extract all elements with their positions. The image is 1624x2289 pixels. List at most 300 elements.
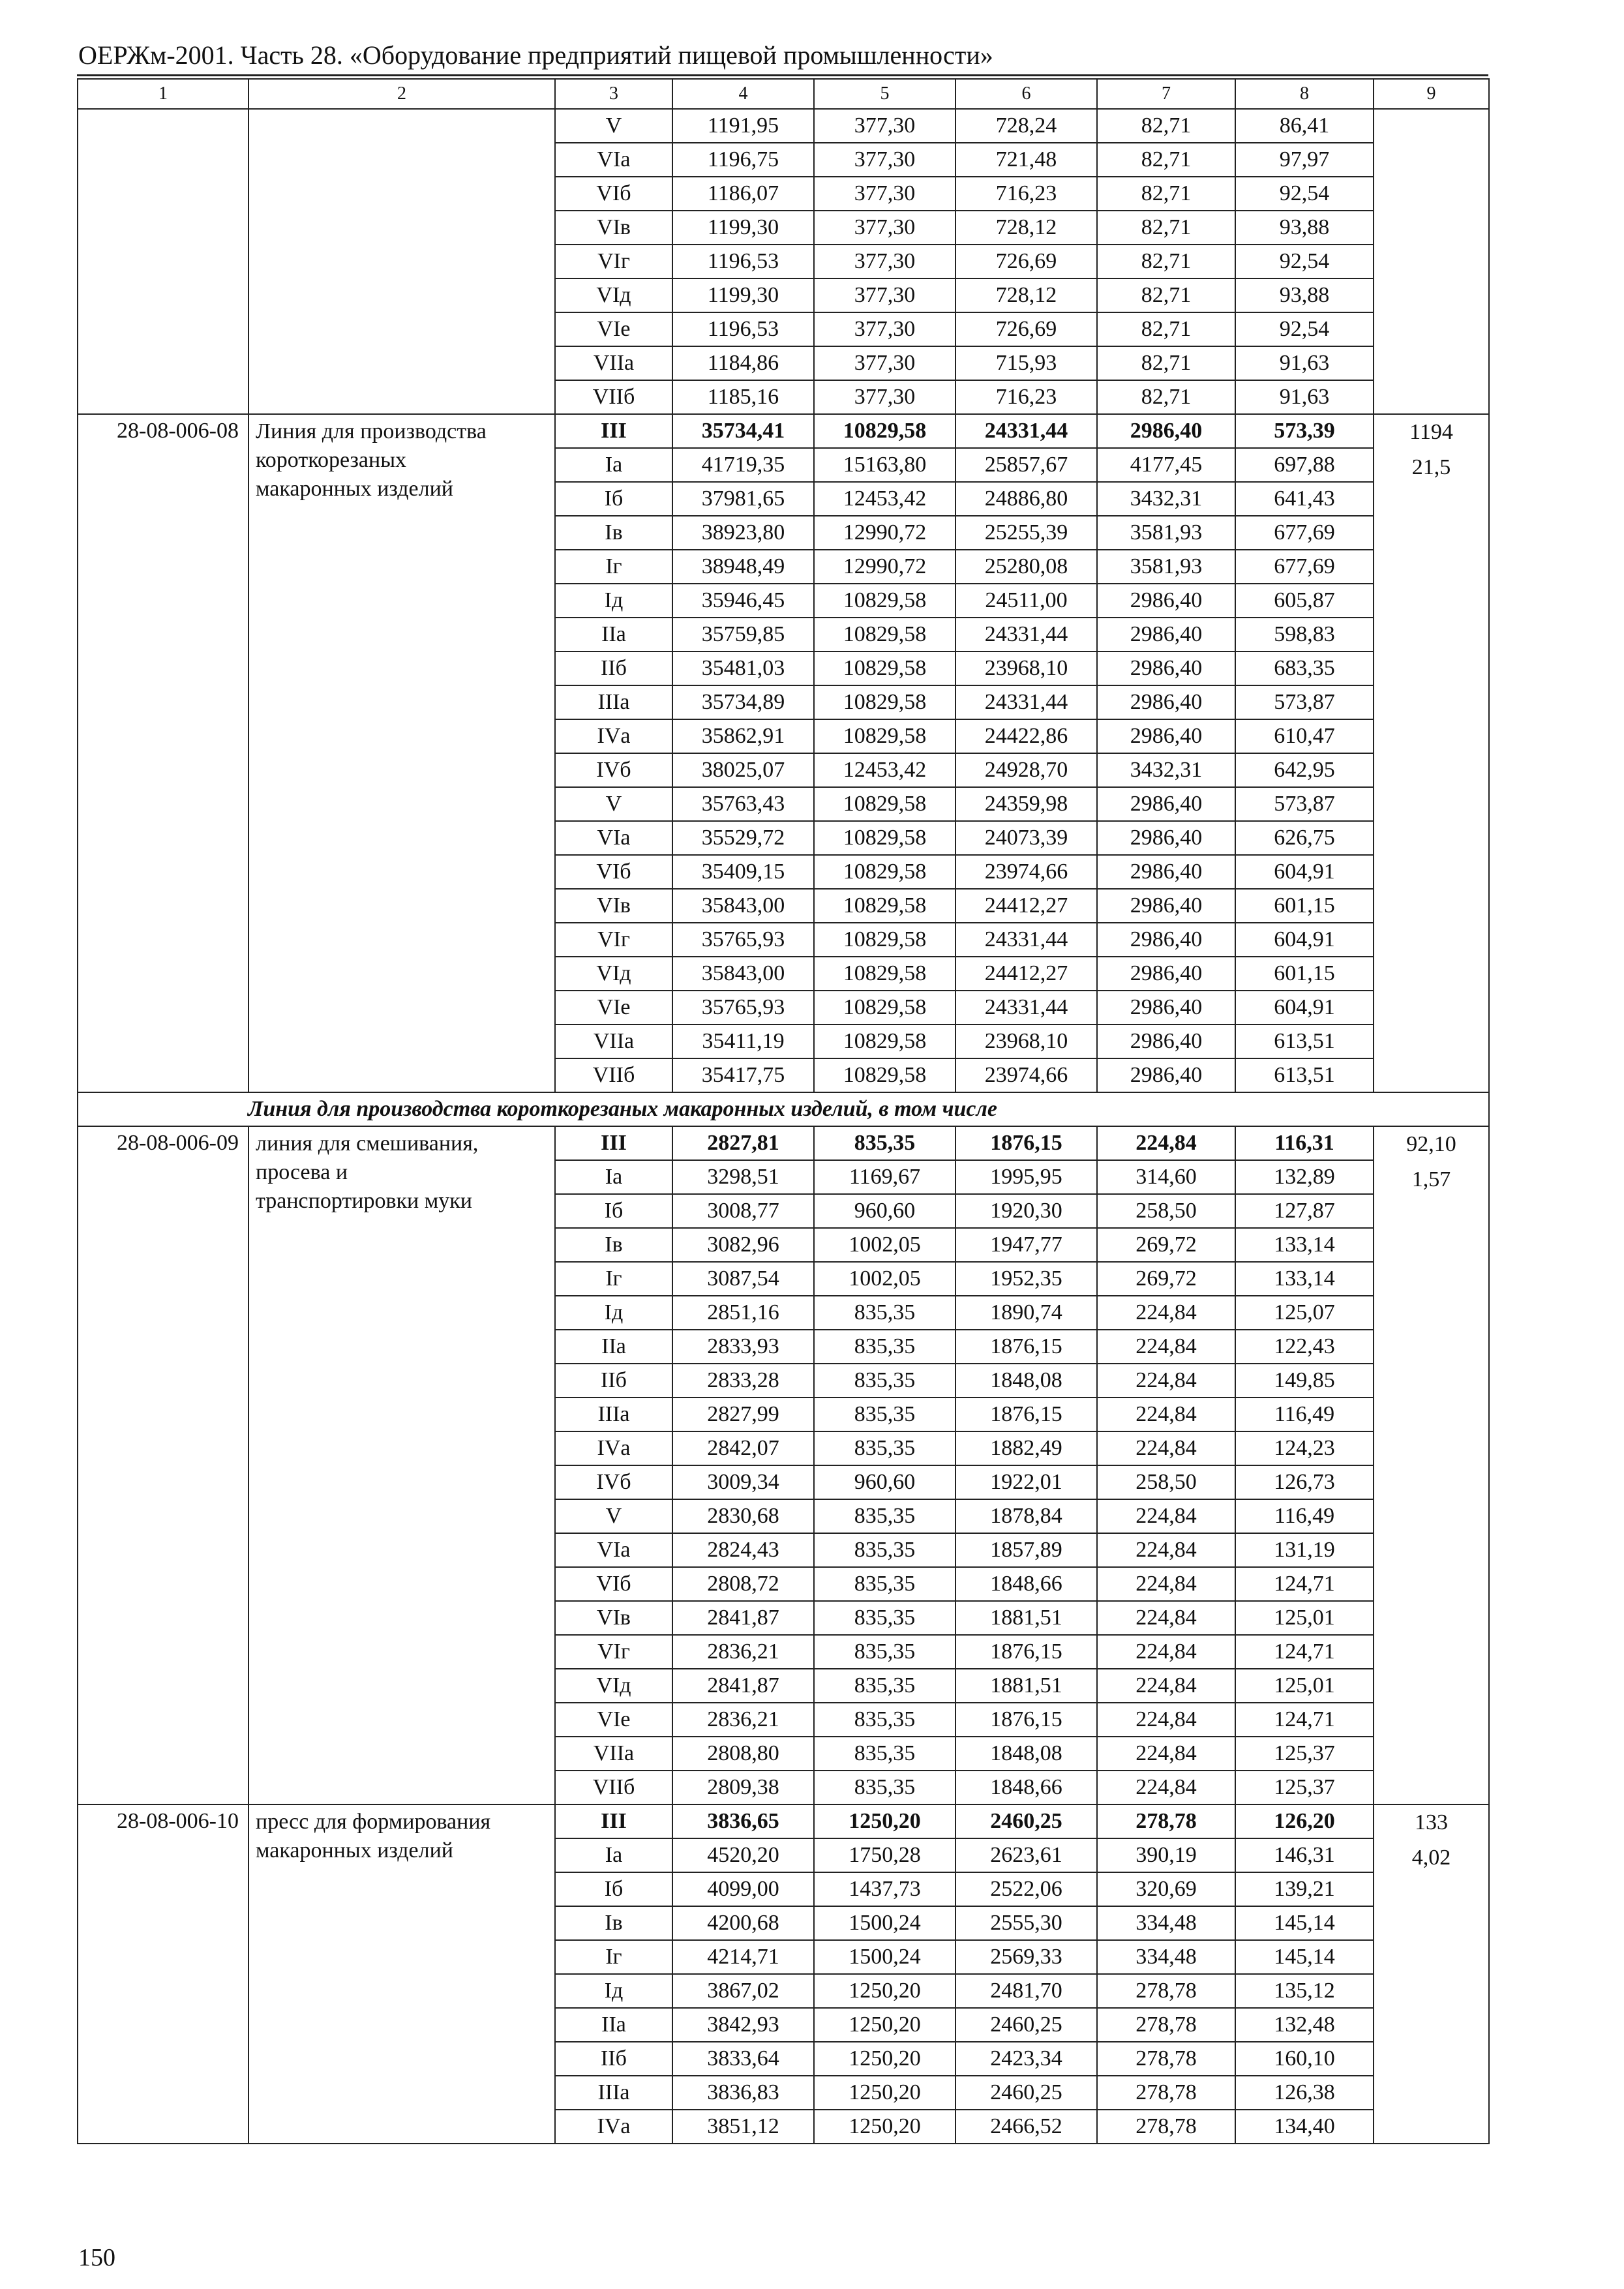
labor-cost-value: 21,5 <box>1411 455 1451 479</box>
value-cell: 2986,40 <box>1097 1058 1235 1092</box>
value-cell: 2851,16 <box>672 1296 814 1330</box>
value-cell: 960,60 <box>814 1194 955 1228</box>
value-cell: 2569,33 <box>955 1940 1097 1974</box>
value-cell: 35759,85 <box>672 618 814 651</box>
value-cell: 3581,93 <box>1097 516 1235 550</box>
value-cell: 37981,65 <box>672 482 814 516</box>
value-cell: 3842,93 <box>672 2008 814 2042</box>
value-cell: 3836,65 <box>672 1804 814 1838</box>
value-cell: 726,69 <box>955 312 1097 346</box>
value-cell: 1250,20 <box>814 2076 955 2110</box>
value-cell: 1750,28 <box>814 1838 955 1872</box>
value-cell: 3087,54 <box>672 1262 814 1296</box>
value-cell: 1876,15 <box>955 1703 1097 1737</box>
value-cell: 93,88 <box>1235 278 1374 312</box>
value-cell: 132,48 <box>1235 2008 1374 2042</box>
value-cell: 24331,44 <box>955 618 1097 651</box>
item-name: линия для смешивания, просева и транспортировки муки <box>248 1126 555 1804</box>
value-cell: 82,71 <box>1097 177 1235 211</box>
zone-cell: VIIа <box>555 1737 672 1771</box>
zone-cell: VIб <box>555 1567 672 1601</box>
value-cell: 35946,45 <box>672 584 814 618</box>
value-cell: 126,20 <box>1235 1804 1374 1838</box>
value-cell: 97,97 <box>1235 143 1374 177</box>
column-header: 9 <box>1374 79 1489 109</box>
value-cell: 2460,25 <box>955 1804 1097 1838</box>
value-cell: 1186,07 <box>672 177 814 211</box>
table-row <box>78 1804 1489 1838</box>
zone-cell: Iб <box>555 1194 672 1228</box>
zone-cell: Iг <box>555 550 672 584</box>
value-cell: 10829,58 <box>814 719 955 753</box>
value-cell: 224,84 <box>1097 1737 1235 1771</box>
zone-cell: III <box>555 1126 672 1160</box>
value-cell: 10829,58 <box>814 1025 955 1058</box>
value-cell: 1184,86 <box>672 346 814 380</box>
value-cell: 835,35 <box>814 1771 955 1804</box>
zone-cell: IIIа <box>555 2076 672 2110</box>
zone-cell: IVб <box>555 1465 672 1499</box>
zone-cell: VIв <box>555 889 672 923</box>
labor-cost-value: 4,02 <box>1411 1846 1451 1870</box>
value-cell: 35411,19 <box>672 1025 814 1058</box>
value-cell: 124,71 <box>1235 1703 1374 1737</box>
value-cell: 127,87 <box>1235 1194 1374 1228</box>
value-cell: 24331,44 <box>955 923 1097 957</box>
value-cell: 626,75 <box>1235 821 1374 855</box>
value-cell: 82,71 <box>1097 380 1235 414</box>
zone-cell: IVа <box>555 1431 672 1465</box>
value-cell: 697,88 <box>1235 448 1374 482</box>
value-cell: 1500,24 <box>814 1940 955 1974</box>
column-header: 1 <box>78 79 248 109</box>
value-cell: 135,12 <box>1235 1974 1374 2008</box>
zone-cell: VIIб <box>555 1771 672 1804</box>
zone-cell: IIб <box>555 651 672 685</box>
value-cell: 728,12 <box>955 278 1097 312</box>
value-cell: 24073,39 <box>955 821 1097 855</box>
value-cell: 2824,43 <box>672 1533 814 1567</box>
value-cell: 1250,20 <box>814 1974 955 2008</box>
value-cell: 4214,71 <box>672 1940 814 1974</box>
value-cell: 2830,68 <box>672 1499 814 1533</box>
value-cell: 377,30 <box>814 380 955 414</box>
zone-cell: Iв <box>555 1906 672 1940</box>
value-cell: 3008,77 <box>672 1194 814 1228</box>
value-cell: 334,48 <box>1097 1906 1235 1940</box>
zone-cell: IVа <box>555 719 672 753</box>
value-cell: 1848,08 <box>955 1364 1097 1398</box>
value-cell: 835,35 <box>814 1635 955 1669</box>
value-cell: 377,30 <box>814 143 955 177</box>
value-cell: 25857,67 <box>955 448 1097 482</box>
value-cell: 35843,00 <box>672 957 814 991</box>
value-cell: 35734,41 <box>672 414 814 448</box>
value-cell: 125,01 <box>1235 1601 1374 1635</box>
value-cell: 224,84 <box>1097 1499 1235 1533</box>
labor-cost-cell <box>1374 109 1489 414</box>
value-cell: 320,69 <box>1097 1872 1235 1906</box>
value-cell: 24331,44 <box>955 414 1097 448</box>
zone-cell: VIа <box>555 821 672 855</box>
value-cell: 2842,07 <box>672 1431 814 1465</box>
value-cell: 25280,08 <box>955 550 1097 584</box>
value-cell: 116,49 <box>1235 1499 1374 1533</box>
value-cell: 38948,49 <box>672 550 814 584</box>
value-cell: 1848,08 <box>955 1737 1097 1771</box>
column-header: 4 <box>672 79 814 109</box>
value-cell: 82,71 <box>1097 245 1235 278</box>
labor-cost-value: 1194 <box>1409 420 1453 444</box>
value-cell: 1881,51 <box>955 1601 1097 1635</box>
zone-cell: III <box>555 414 672 448</box>
value-cell: 4099,00 <box>672 1872 814 1906</box>
value-cell: 2841,87 <box>672 1601 814 1635</box>
value-cell: 24359,98 <box>955 787 1097 821</box>
value-cell: 278,78 <box>1097 2110 1235 2144</box>
value-cell: 10829,58 <box>814 923 955 957</box>
rates-table-body <box>78 79 1489 2144</box>
item-name: Линия для производства короткорезаных макаронных изделий <box>248 414 555 1092</box>
value-cell: 92,54 <box>1235 312 1374 346</box>
value-cell: 125,07 <box>1235 1296 1374 1330</box>
value-cell: 2986,40 <box>1097 651 1235 685</box>
value-cell: 2986,40 <box>1097 685 1235 719</box>
value-cell: 82,71 <box>1097 312 1235 346</box>
value-cell: 2808,80 <box>672 1737 814 1771</box>
zone-cell: Iд <box>555 1296 672 1330</box>
zone-cell: VIг <box>555 923 672 957</box>
zone-cell: VIIб <box>555 1058 672 1092</box>
value-cell: 131,19 <box>1235 1533 1374 1567</box>
value-cell: 835,35 <box>814 1431 955 1465</box>
value-cell: 24928,70 <box>955 753 1097 787</box>
value-cell: 134,40 <box>1235 2110 1374 2144</box>
value-cell: 604,91 <box>1235 855 1374 889</box>
value-cell: 12453,42 <box>814 482 955 516</box>
value-cell: 23974,66 <box>955 855 1097 889</box>
value-cell: 10829,58 <box>814 1058 955 1092</box>
value-cell: 835,35 <box>814 1533 955 1567</box>
value-cell: 133,14 <box>1235 1262 1374 1296</box>
value-cell: 314,60 <box>1097 1160 1235 1194</box>
zone-cell: IIб <box>555 1364 672 1398</box>
value-cell: 92,54 <box>1235 177 1374 211</box>
value-cell: 2522,06 <box>955 1872 1097 1906</box>
value-cell: 145,14 <box>1235 1940 1374 1974</box>
labor-cost-value: 92,10 <box>1406 1132 1456 1156</box>
value-cell: 598,83 <box>1235 618 1374 651</box>
value-cell: 35843,00 <box>672 889 814 923</box>
value-cell: 2827,99 <box>672 1398 814 1431</box>
value-cell: 10829,58 <box>814 584 955 618</box>
value-cell: 116,49 <box>1235 1398 1374 1431</box>
zone-cell: VIа <box>555 1533 672 1567</box>
value-cell: 3833,64 <box>672 2042 814 2076</box>
item-name <box>248 109 555 414</box>
value-cell: 2836,21 <box>672 1703 814 1737</box>
value-cell: 2986,40 <box>1097 719 1235 753</box>
value-cell: 726,69 <box>955 245 1097 278</box>
zone-cell: IVб <box>555 753 672 787</box>
value-cell: 3009,34 <box>672 1465 814 1499</box>
value-cell: 4177,45 <box>1097 448 1235 482</box>
value-cell: 23968,10 <box>955 651 1097 685</box>
value-cell: 3581,93 <box>1097 550 1235 584</box>
value-cell: 835,35 <box>814 1330 955 1364</box>
value-cell: 4200,68 <box>672 1906 814 1940</box>
value-cell: 1199,30 <box>672 278 814 312</box>
value-cell: 1250,20 <box>814 2042 955 2076</box>
value-cell: 82,71 <box>1097 278 1235 312</box>
zone-cell: Iа <box>555 1838 672 1872</box>
value-cell: 122,43 <box>1235 1330 1374 1364</box>
zone-cell: IIIа <box>555 685 672 719</box>
header-rule <box>77 74 1488 76</box>
value-cell: 613,51 <box>1235 1058 1374 1092</box>
zone-cell: IIа <box>555 1330 672 1364</box>
value-cell: 124,71 <box>1235 1635 1374 1669</box>
column-header: 8 <box>1235 79 1374 109</box>
value-cell: 35862,91 <box>672 719 814 753</box>
value-cell: 377,30 <box>814 211 955 245</box>
value-cell: 124,71 <box>1235 1567 1374 1601</box>
value-cell: 573,87 <box>1235 685 1374 719</box>
value-cell: 10829,58 <box>814 651 955 685</box>
value-cell: 2833,93 <box>672 1330 814 1364</box>
value-cell: 12990,72 <box>814 516 955 550</box>
value-cell: 835,35 <box>814 1703 955 1737</box>
value-cell: 3851,12 <box>672 2110 814 2144</box>
value-cell: 35765,93 <box>672 991 814 1025</box>
value-cell: 2986,40 <box>1097 787 1235 821</box>
value-cell: 35763,43 <box>672 787 814 821</box>
zone-cell: IIа <box>555 2008 672 2042</box>
value-cell: 126,38 <box>1235 2076 1374 2110</box>
value-cell: 92,54 <box>1235 245 1374 278</box>
value-cell: 160,10 <box>1235 2042 1374 2076</box>
value-cell: 728,24 <box>955 109 1097 143</box>
value-cell: 126,73 <box>1235 1465 1374 1499</box>
value-cell: 23968,10 <box>955 1025 1097 1058</box>
column-header: 7 <box>1097 79 1235 109</box>
value-cell: 573,39 <box>1235 414 1374 448</box>
value-cell: 24886,80 <box>955 482 1097 516</box>
column-header: 5 <box>814 79 955 109</box>
value-cell: 2986,40 <box>1097 1025 1235 1058</box>
zone-cell: V <box>555 1499 672 1533</box>
value-cell: 2555,30 <box>955 1906 1097 1940</box>
value-cell: 1890,74 <box>955 1296 1097 1330</box>
value-cell: 1881,51 <box>955 1669 1097 1703</box>
value-cell: 2986,40 <box>1097 991 1235 1025</box>
value-cell: 146,31 <box>1235 1838 1374 1872</box>
value-cell: 1857,89 <box>955 1533 1097 1567</box>
value-cell: 258,50 <box>1097 1465 1235 1499</box>
value-cell: 23974,66 <box>955 1058 1097 1092</box>
value-cell: 224,84 <box>1097 1431 1235 1465</box>
value-cell: 377,30 <box>814 177 955 211</box>
zone-cell: VIе <box>555 312 672 346</box>
value-cell: 139,21 <box>1235 1872 1374 1906</box>
value-cell: 1250,20 <box>814 1804 955 1838</box>
value-cell: 224,84 <box>1097 1771 1235 1804</box>
zone-cell: VIд <box>555 278 672 312</box>
zone-cell: V <box>555 787 672 821</box>
value-cell: 24331,44 <box>955 991 1097 1025</box>
value-cell: 125,37 <box>1235 1737 1374 1771</box>
value-cell: 390,19 <box>1097 1838 1235 1872</box>
value-cell: 10829,58 <box>814 618 955 651</box>
value-cell: 610,47 <box>1235 719 1374 753</box>
value-cell: 224,84 <box>1097 1364 1235 1398</box>
value-cell: 91,63 <box>1235 346 1374 380</box>
column-header: 2 <box>248 79 555 109</box>
value-cell: 10829,58 <box>814 414 955 448</box>
value-cell: 604,91 <box>1235 923 1374 957</box>
zone-cell: III <box>555 1804 672 1838</box>
value-cell: 224,84 <box>1097 1601 1235 1635</box>
value-cell: 677,69 <box>1235 550 1374 584</box>
value-cell: 1922,01 <box>955 1465 1097 1499</box>
value-cell: 2808,72 <box>672 1567 814 1601</box>
value-cell: 35417,75 <box>672 1058 814 1092</box>
value-cell: 1876,15 <box>955 1635 1097 1669</box>
value-cell: 1250,20 <box>814 2008 955 2042</box>
value-cell: 269,72 <box>1097 1228 1235 1262</box>
value-cell: 1848,66 <box>955 1567 1097 1601</box>
value-cell: 377,30 <box>814 278 955 312</box>
value-cell: 2986,40 <box>1097 821 1235 855</box>
item-code: 28-08-006-10 <box>78 1804 248 2144</box>
value-cell: 573,87 <box>1235 787 1374 821</box>
table-row <box>78 414 1489 448</box>
zone-cell: VIе <box>555 1703 672 1737</box>
value-cell: 1876,15 <box>955 1330 1097 1364</box>
value-cell: 2833,28 <box>672 1364 814 1398</box>
column-header: 6 <box>955 79 1097 109</box>
zone-cell: Iа <box>555 448 672 482</box>
value-cell: 24422,86 <box>955 719 1097 753</box>
labor-cost-value: 1,57 <box>1411 1167 1451 1191</box>
value-cell: 35529,72 <box>672 821 814 855</box>
value-cell: 124,23 <box>1235 1431 1374 1465</box>
value-cell: 12453,42 <box>814 753 955 787</box>
rates-table <box>77 78 1490 2144</box>
value-cell: 35409,15 <box>672 855 814 889</box>
value-cell: 1169,67 <box>814 1160 955 1194</box>
value-cell: 1196,75 <box>672 143 814 177</box>
value-cell: 10829,58 <box>814 957 955 991</box>
value-cell: 2809,38 <box>672 1771 814 1804</box>
value-cell: 2460,25 <box>955 2076 1097 2110</box>
value-cell: 835,35 <box>814 1567 955 1601</box>
zone-cell: Iв <box>555 1228 672 1262</box>
value-cell: 1952,35 <box>955 1262 1097 1296</box>
column-header-row <box>78 79 1489 109</box>
item-name: пресс для формирования макаронных изделий <box>248 1804 555 2144</box>
value-cell: 2986,40 <box>1097 855 1235 889</box>
value-cell: 10829,58 <box>814 889 955 923</box>
value-cell: 835,35 <box>814 1499 955 1533</box>
value-cell: 601,15 <box>1235 957 1374 991</box>
value-cell: 716,23 <box>955 177 1097 211</box>
zone-cell: VIб <box>555 177 672 211</box>
value-cell: 2623,61 <box>955 1838 1097 1872</box>
value-cell: 224,84 <box>1097 1126 1235 1160</box>
value-cell: 2481,70 <box>955 1974 1097 2008</box>
value-cell: 1185,16 <box>672 380 814 414</box>
value-cell: 82,71 <box>1097 109 1235 143</box>
value-cell: 377,30 <box>814 346 955 380</box>
zone-cell: V <box>555 109 672 143</box>
value-cell: 278,78 <box>1097 2042 1235 2076</box>
value-cell: 224,84 <box>1097 1330 1235 1364</box>
value-cell: 3867,02 <box>672 1974 814 2008</box>
value-cell: 224,84 <box>1097 1635 1235 1669</box>
value-cell: 1882,49 <box>955 1431 1097 1465</box>
value-cell: 835,35 <box>814 1669 955 1703</box>
item-code: 28-08-006-08 <box>78 414 248 1092</box>
item-code: 28-08-006-09 <box>78 1126 248 1804</box>
value-cell: 2841,87 <box>672 1669 814 1703</box>
value-cell: 835,35 <box>814 1126 955 1160</box>
section-heading-row <box>78 1092 1489 1126</box>
value-cell: 2986,40 <box>1097 923 1235 957</box>
zone-cell: Iв <box>555 516 672 550</box>
zone-cell: Iб <box>555 1872 672 1906</box>
value-cell: 35765,93 <box>672 923 814 957</box>
value-cell: 278,78 <box>1097 2008 1235 2042</box>
value-cell: 1196,53 <box>672 312 814 346</box>
table-row <box>78 1126 1489 1160</box>
value-cell: 224,84 <box>1097 1669 1235 1703</box>
labor-cost-value: 133 <box>1415 1810 1448 1834</box>
value-cell: 1191,95 <box>672 109 814 143</box>
value-cell: 278,78 <box>1097 1804 1235 1838</box>
value-cell: 2986,40 <box>1097 618 1235 651</box>
value-cell: 1878,84 <box>955 1499 1097 1533</box>
value-cell: 278,78 <box>1097 1974 1235 2008</box>
value-cell: 716,23 <box>955 380 1097 414</box>
value-cell: 2986,40 <box>1097 889 1235 923</box>
zone-cell: VIг <box>555 1635 672 1669</box>
zone-cell: Iб <box>555 482 672 516</box>
value-cell: 38923,80 <box>672 516 814 550</box>
value-cell: 2986,40 <box>1097 957 1235 991</box>
value-cell: 1500,24 <box>814 1906 955 1940</box>
value-cell: 960,60 <box>814 1465 955 1499</box>
zone-cell: Iг <box>555 1262 672 1296</box>
zone-cell: VIе <box>555 991 672 1025</box>
value-cell: 12990,72 <box>814 550 955 584</box>
zone-cell: IIа <box>555 618 672 651</box>
zone-cell: IVа <box>555 2110 672 2144</box>
zone-cell: IIб <box>555 2042 672 2076</box>
value-cell: 377,30 <box>814 312 955 346</box>
value-cell: 377,30 <box>814 109 955 143</box>
value-cell: 1876,15 <box>955 1398 1097 1431</box>
value-cell: 93,88 <box>1235 211 1374 245</box>
item-code <box>78 109 248 414</box>
value-cell: 24412,27 <box>955 889 1097 923</box>
value-cell: 10829,58 <box>814 787 955 821</box>
value-cell: 1995,95 <box>955 1160 1097 1194</box>
value-cell: 835,35 <box>814 1364 955 1398</box>
value-cell: 278,78 <box>1097 2076 1235 2110</box>
value-cell: 224,84 <box>1097 1296 1235 1330</box>
value-cell: 2836,21 <box>672 1635 814 1669</box>
